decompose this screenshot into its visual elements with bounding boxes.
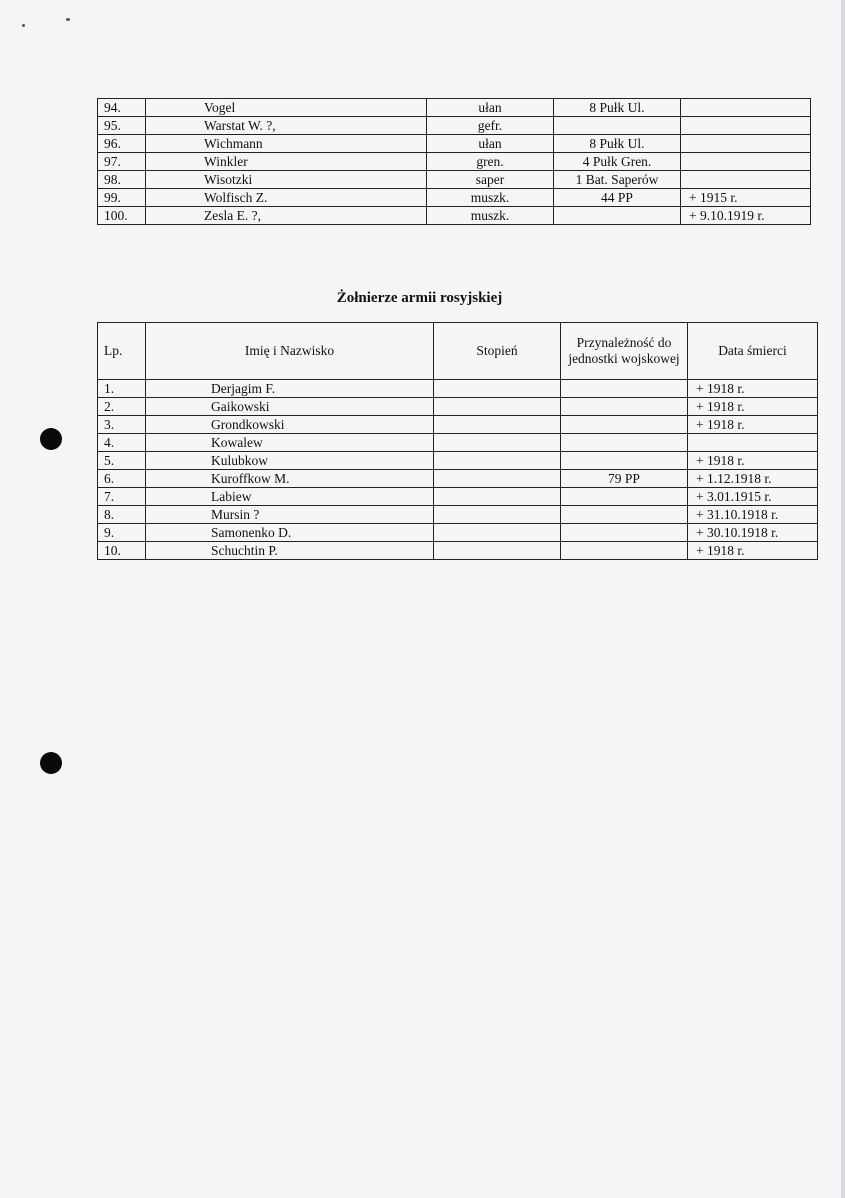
cell-lp: 96. (98, 135, 146, 153)
cell-lp: 98. (98, 171, 146, 189)
cell-unit (561, 452, 688, 470)
page-edge-shadow (841, 0, 845, 1198)
cell-lp: 5. (98, 452, 146, 470)
cell-name: Mursin ? (146, 506, 434, 524)
header-unit: Przynależność do jednostki wojskowej (561, 323, 688, 380)
cell-name: Wichmann (146, 135, 427, 153)
cell-death-date: + 30.10.1918 r. (688, 524, 818, 542)
cell-unit: 44 PP (554, 189, 681, 207)
cell-rank (434, 542, 561, 560)
cell-death-date (681, 135, 811, 153)
table-row (98, 153, 811, 171)
table-row (98, 434, 818, 452)
cell-rank: saper (427, 171, 554, 189)
cell-lp: 95. (98, 117, 146, 135)
punch-hole-top (40, 428, 62, 450)
cell-lp: 3. (98, 416, 146, 434)
table-row (98, 135, 811, 153)
cell-death-date (681, 99, 811, 117)
cell-death-date: + 1918 r. (688, 416, 818, 434)
cell-rank: muszk. (427, 207, 554, 225)
cell-lp: 99. (98, 189, 146, 207)
cell-name: Schuchtin P. (146, 542, 434, 560)
cell-rank: ułan (427, 135, 554, 153)
cell-lp: 2. (98, 398, 146, 416)
cell-unit (561, 524, 688, 542)
cell-lp: 9. (98, 524, 146, 542)
cell-death-date: + 1918 r. (688, 452, 818, 470)
table-row (98, 207, 811, 225)
scan-speck (22, 24, 25, 27)
cell-name: Samonenko D. (146, 524, 434, 542)
cell-death-date (688, 434, 818, 452)
cell-lp: 7. (98, 488, 146, 506)
cell-unit (561, 398, 688, 416)
cell-unit: 1 Bat. Saperów (554, 171, 681, 189)
cell-death-date (681, 153, 811, 171)
cell-unit (561, 542, 688, 560)
cell-name: Derjagim F. (146, 380, 434, 398)
header-lp: Lp. (98, 323, 146, 380)
cell-name: Wisotzki (146, 171, 427, 189)
cell-name: Kowalew (146, 434, 434, 452)
cell-unit (561, 434, 688, 452)
cell-lp: 8. (98, 506, 146, 524)
soldiers-table-continued (97, 98, 811, 225)
cell-rank (434, 380, 561, 398)
cell-death-date: + 1918 r. (688, 398, 818, 416)
cell-rank: ułan (427, 99, 554, 117)
cell-lp: 10. (98, 542, 146, 560)
section-title: Żołnierze armii rosyjskiej (336, 290, 503, 306)
table-row (98, 542, 818, 560)
cell-death-date (681, 117, 811, 135)
table-row (98, 117, 811, 135)
scan-speck (66, 18, 70, 21)
cell-rank (434, 416, 561, 434)
cell-name: Grondkowski (146, 416, 434, 434)
table-row (98, 398, 818, 416)
punch-hole-bottom (40, 752, 62, 774)
cell-name: Kuroffkow M. (146, 470, 434, 488)
cell-death-date: + 1918 r. (688, 542, 818, 560)
cell-lp: 4. (98, 434, 146, 452)
cell-name: Wolfisch Z. (146, 189, 427, 207)
cell-name: Gaikowski (146, 398, 434, 416)
cell-unit (561, 380, 688, 398)
cell-death-date: + 9.10.1919 r. (681, 207, 811, 225)
cell-unit (561, 506, 688, 524)
cell-rank (434, 488, 561, 506)
table-row (98, 99, 811, 117)
header-death-date: Data śmierci (688, 323, 818, 380)
cell-name: Vogel (146, 99, 427, 117)
cell-unit (554, 117, 681, 135)
table-header-row (98, 323, 818, 380)
cell-death-date: + 3.01.1915 r. (688, 488, 818, 506)
cell-name: Labiew (146, 488, 434, 506)
table-row (98, 416, 818, 434)
cell-name: Warstat W. ?, (146, 117, 427, 135)
table-row (98, 171, 811, 189)
cell-unit (561, 488, 688, 506)
cell-rank (434, 398, 561, 416)
table-row (98, 470, 818, 488)
cell-unit: 8 Pułk Ul. (554, 135, 681, 153)
cell-lp: 100. (98, 207, 146, 225)
cell-unit: 4 Pułk Gren. (554, 153, 681, 171)
table-row (98, 506, 818, 524)
cell-rank: gefr. (427, 117, 554, 135)
cell-lp: 1. (98, 380, 146, 398)
cell-rank: gren. (427, 153, 554, 171)
cell-lp: 94. (98, 99, 146, 117)
table-row (98, 452, 818, 470)
header-rank: Stopień (434, 323, 561, 380)
cell-name: Winkler (146, 153, 427, 171)
cell-death-date: + 1918 r. (688, 380, 818, 398)
cell-name: Zesla E. ?, (146, 207, 427, 225)
table-row (98, 524, 818, 542)
cell-unit: 8 Pułk Ul. (554, 99, 681, 117)
table-row (98, 488, 818, 506)
cell-lp: 97. (98, 153, 146, 171)
cell-name: Kulubkow (146, 452, 434, 470)
cell-death-date: + 1915 r. (681, 189, 811, 207)
cell-rank (434, 524, 561, 542)
cell-rank (434, 434, 561, 452)
cell-rank: muszk. (427, 189, 554, 207)
header-name: Imię i Nazwisko (146, 323, 434, 380)
russian-soldiers-table (97, 322, 818, 560)
cell-death-date (681, 171, 811, 189)
cell-rank (434, 452, 561, 470)
table-row (98, 380, 818, 398)
cell-unit (554, 207, 681, 225)
table-row (98, 189, 811, 207)
cell-lp: 6. (98, 470, 146, 488)
cell-unit: 79 PP (561, 470, 688, 488)
cell-death-date: + 1.12.1918 r. (688, 470, 818, 488)
cell-death-date: + 31.10.1918 r. (688, 506, 818, 524)
cell-unit (561, 416, 688, 434)
cell-rank (434, 470, 561, 488)
cell-rank (434, 506, 561, 524)
